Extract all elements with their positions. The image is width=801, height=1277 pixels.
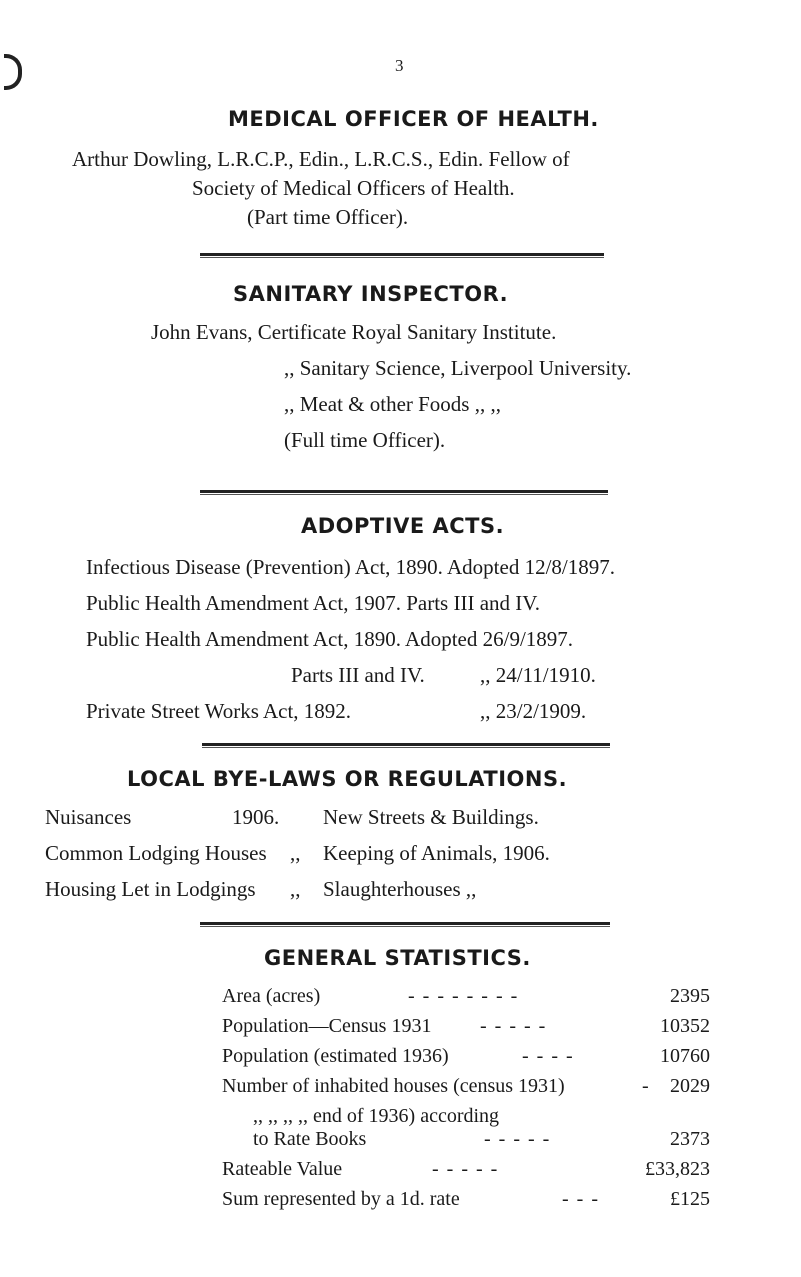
bye-law-left-year: ,, [290,877,301,901]
sanitary-inspector-line-1: John Evans, Certificate Royal Sanitary Institute. [151,320,557,344]
page-corner-mark [4,54,22,90]
stats-label: Population (estimated 1936) [222,1045,449,1067]
stats-label: Rateable Value [222,1158,343,1180]
stats-leader: ---- [522,1045,581,1067]
stats-leader: - [642,1075,657,1097]
stats-value: 10760 [660,1045,710,1067]
stats-label: ,, ,, ,, ,, end of 1936) according [253,1105,500,1127]
stats-value: £125 [670,1188,710,1210]
divider-rule [200,490,608,495]
sanitary-inspector-line-2: ,, Sanitary Science, Liverpool University. [284,356,632,380]
adoptive-acts-line-1: Infectious Disease (Prevention) Act, 1890. Adopted 12/8/1897. [86,555,615,579]
sanitary-inspector-line-4: (Full time Officer). [284,428,446,452]
bye-law-left-housing: Housing Let in Lodgings [45,877,256,901]
bye-laws-heading: LOCAL BYE-LAWS OR REGULATIONS. [127,767,568,791]
adoptive-acts-line-5-date: ,, 23/2/1909. [480,699,587,723]
stats-leader: ----- [480,1015,554,1037]
stats-label: Area (acres) [222,985,321,1007]
stats-leader: --- [562,1188,606,1210]
adoptive-acts-line-2: Public Health Amendment Act, 1907. Parts III and IV. [86,591,540,615]
stats-value: 2395 [670,985,710,1007]
stats-label: Number of inhabited houses (census 1931) [222,1075,565,1097]
bye-law-left-nuisances: Nuisances [45,805,132,829]
sanitary-inspector-heading: SANITARY INSPECTOR. [233,282,509,306]
stats-value: £33,823 [645,1158,710,1180]
medical-officer-line-1: Arthur Dowling, L.R.C.P., Edin., L.R.C.S., Edin. Fellow of [72,147,570,171]
divider-rule [200,253,604,258]
divider-rule [202,743,610,748]
stats-value: 10352 [660,1015,710,1037]
stats-label: Sum represented by a 1d. rate [222,1188,460,1210]
bye-law-right: Keeping of Animals, 1906. [323,841,550,865]
bye-law-right: Slaughterhouses ,, [323,877,477,901]
stats-leader: ----- [432,1158,506,1180]
adoptive-acts-line-3: Public Health Amendment Act, 1890. Adopted 26/9/1897. [86,627,574,651]
bye-law-left-common-lodging: Common Lodging Houses [45,841,267,865]
sanitary-inspector-line-3: ,, Meat & other Foods ,, ,, [284,392,501,416]
general-statistics-heading: GENERAL STATISTICS. [264,946,531,970]
adoptive-acts-heading: ADOPTIVE ACTS. [301,514,505,538]
stats-label: to Rate Books [253,1128,367,1150]
medical-officer-line-2: Society of Medical Officers of Health. [192,176,515,200]
stats-label: Population—Census 1931 [222,1015,432,1037]
bye-law-right: New Streets & Buildings. [323,805,539,829]
stats-value: 2373 [670,1128,710,1150]
stats-leader: ----- [484,1128,558,1150]
page-number: 3 [395,56,404,75]
divider-rule [200,922,610,927]
adoptive-acts-line-4-date: ,, 24/11/1910. [480,663,596,687]
stats-leader: -------- [408,985,526,1007]
medical-officer-heading: MEDICAL OFFICER OF HEALTH. [228,107,599,131]
stats-value: 2029 [670,1075,710,1097]
adoptive-acts-line-5-act: Private Street Works Act, 1892. [86,699,352,723]
bye-law-left-year: 1906. [232,805,280,829]
adoptive-acts-line-4-parts: Parts III and IV. [291,663,425,687]
medical-officer-line-3: (Part time Officer). [247,205,409,229]
bye-law-left-year: ,, [290,841,301,865]
